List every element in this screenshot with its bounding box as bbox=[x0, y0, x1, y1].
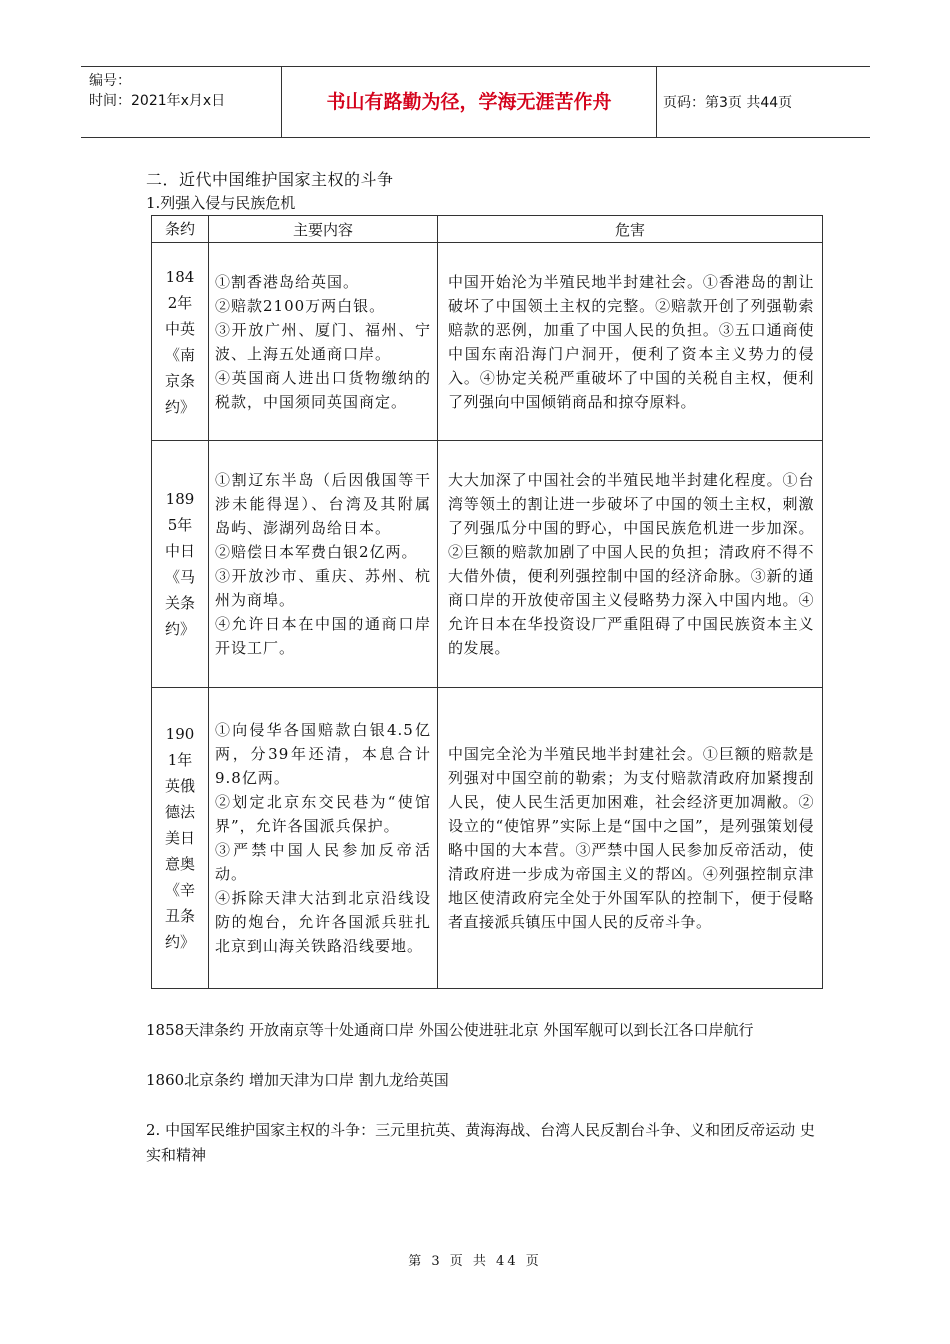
page-header bbox=[81, 66, 870, 138]
note-tianjin-treaty: 1858天津条约 开放南京等十处通商口岸 外国公使进驻北京 外国军舰可以到长江各口岸航行 bbox=[146, 1021, 754, 1039]
section-2-text: 2. 中国军民维护国家主权的斗争：三元里抗英、黄海海战、台湾人民反割台斗争、义和团反帝运动 史实和精神 bbox=[146, 1121, 815, 1164]
treaty-name: 1901年英俄德法美日意奥《辛丑条约》 bbox=[165, 725, 196, 951]
list-item: ②赔款2100万两白银。 bbox=[215, 296, 386, 315]
table-row bbox=[152, 688, 823, 989]
time-label: 时间：2021年x月x日 bbox=[89, 93, 226, 109]
table-header-row bbox=[152, 216, 823, 243]
header-treaty: 条约 bbox=[152, 216, 209, 243]
section-title: 二．近代中国维护国家主权的斗争 bbox=[146, 170, 394, 189]
treaty-name: 1895年中日《马关条约》 bbox=[165, 490, 196, 638]
treaty-cell bbox=[152, 441, 209, 688]
list-item: ④拆除天津大沽到北京沿线设防的炮台，允许各国派兵驻扎北京到山海关铁路沿线要地。 bbox=[215, 889, 431, 955]
contents-cell bbox=[209, 688, 438, 989]
harm-text: 中国开始沦为半殖民地半封建社会。①香港岛的割让破坏了中国领土主权的完整。②赔款开创了列强勒索赔款的恶例，加重了中国人民的负担。③五口通商使中国东南沿海门户洞开，便利了资本主义势力的侵入。④协定关税严重破坏了中国的关税自主权，便利了列强向中国倾销商品和掠夺原料。 bbox=[448, 272, 814, 411]
treaty-cell bbox=[152, 243, 209, 441]
list-item: ①割香港岛给英国。 bbox=[215, 272, 360, 291]
list-item: ③开放广州、厦门、福州、宁波、上海五处通商口岸。 bbox=[215, 320, 431, 363]
number-label: 编号： bbox=[89, 73, 131, 89]
harm-cell bbox=[438, 243, 823, 441]
list-item: ①向侵华各国赔款白银4.5亿两，分39年还清，本息合计9.8亿两。 bbox=[215, 721, 431, 787]
list-item: ④允许日本在中国的通商口岸开设工厂。 bbox=[215, 615, 431, 657]
harm-cell bbox=[438, 688, 823, 989]
subsection-title: 1.列强入侵与民族危机 bbox=[146, 194, 296, 212]
table-row bbox=[152, 441, 823, 688]
header-meta bbox=[81, 67, 281, 137]
header-harm: 危害 bbox=[438, 216, 823, 243]
contents-cell bbox=[209, 243, 438, 441]
list-item: ④英国商人进出口货物缴纳的税款，中国须同英国商定。 bbox=[215, 368, 431, 411]
treaty-cell bbox=[152, 688, 209, 989]
page-info: 页码：第3页 共44页 bbox=[663, 95, 793, 111]
harm-text: 中国完全沦为半殖民地半封建社会。①巨额的赔款是列强对中国空前的勒索；为支付赔款清政府加紧搜刮人民，使人民生活更加困难，社会经济更加凋敝。②设立的“使馆界”实际上是“国中之国”，是列强策划侵略中国的大本营。③严禁中国人民参加反帝活动，使清政府进一步成为帝国主义的帮凶。④列强控制京津地区使清政府完全处于外国军队的控制下，便于侵略者直接派兵镇压中国人民的反帝斗争。 bbox=[448, 745, 814, 931]
list-item: ②赔偿日本军费白银2亿两。 bbox=[215, 543, 418, 561]
list-item: ①割辽东半岛（后因俄国等干涉未能得逞）、台湾及其附属岛屿、澎湖列岛给日本。 bbox=[215, 471, 431, 537]
header-contents: 主要内容 bbox=[209, 216, 438, 243]
treaty-table bbox=[151, 215, 823, 989]
table-row bbox=[152, 243, 823, 441]
motto: 书山有路勤为径，学海无涯苦作舟 bbox=[281, 67, 657, 137]
note-beijing-treaty: 1860北京条约 增加天津为口岸 割九龙给英国 bbox=[146, 1071, 449, 1089]
list-item: ②划定北京东交民巷为“使馆界”，允许各国派兵保护。 bbox=[215, 793, 431, 835]
harm-cell bbox=[438, 441, 823, 688]
list-item: ③严禁中国人民参加反帝活动。 bbox=[215, 841, 431, 883]
page-footer: 第 3 页 共 44 页 bbox=[408, 1254, 542, 1269]
treaty-name: 1842年中英《南京条约》 bbox=[165, 267, 196, 416]
contents-cell bbox=[209, 441, 438, 688]
harm-text: 大大加深了中国社会的半殖民地半封建化程度。①台湾等领土的割让进一步破坏了中国的领土主权，刺激了列强瓜分中国的野心，中国民族危机进一步加深。②巨额的赔款加剧了中国人民的负担；清政府不得不大借外债，便利列强控制中国的经济命脉。③新的通商口岸的开放使帝国主义侵略势力深入中国内地。④允许日本在华投资设厂严重阻碍了中国民族资本主义的发展。 bbox=[448, 471, 814, 657]
list-item: ③开放沙市、重庆、苏州、杭州为商埠。 bbox=[215, 567, 431, 609]
